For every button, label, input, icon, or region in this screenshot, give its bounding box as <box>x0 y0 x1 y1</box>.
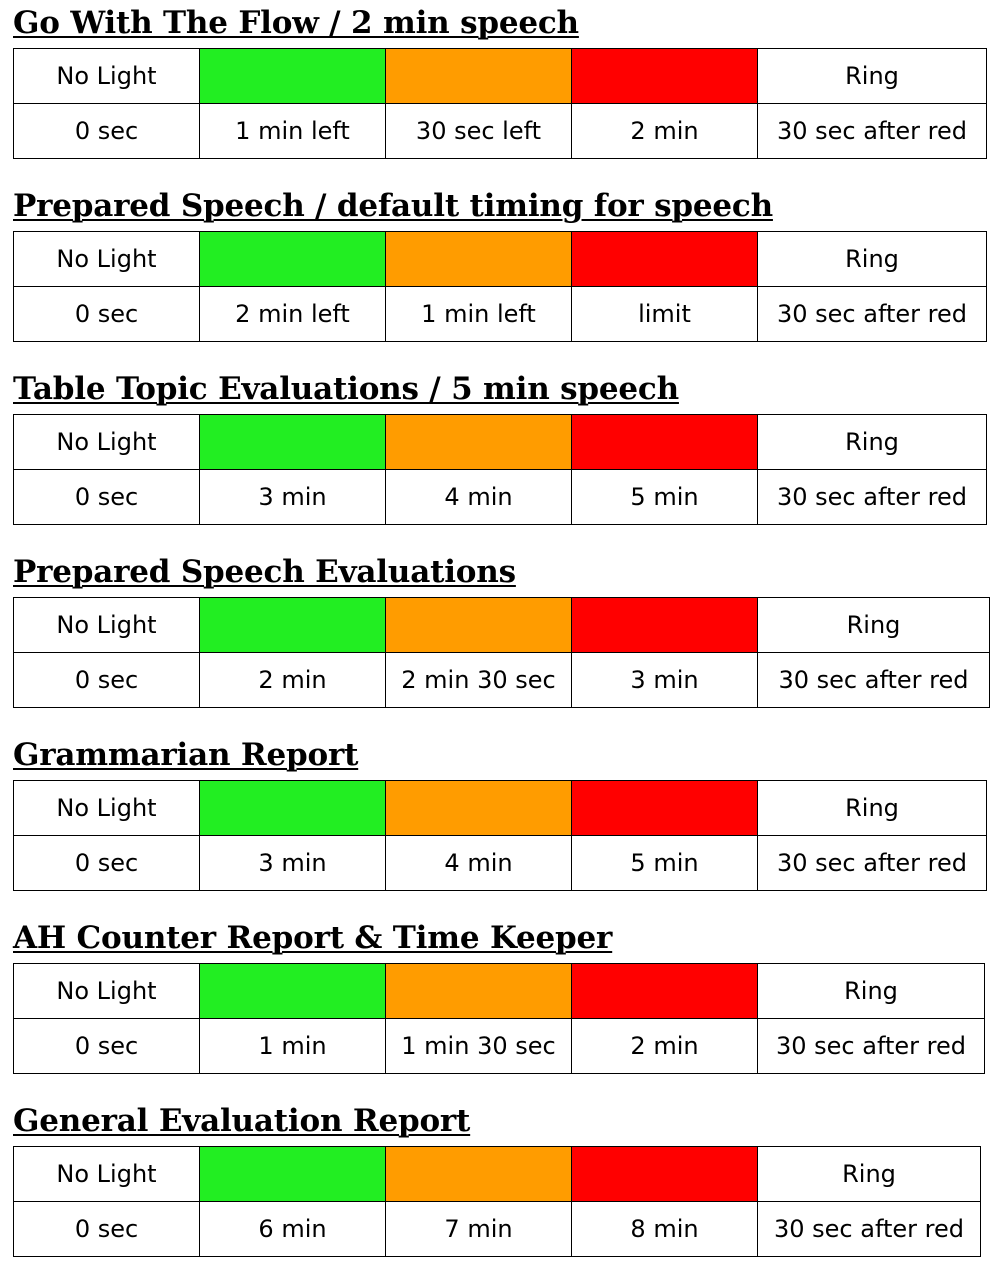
green-time-cell: 3 min <box>200 470 386 525</box>
timing-table <box>13 1146 981 1257</box>
orange-light-swatch <box>386 781 572 836</box>
red-time-cell: limit <box>572 287 758 342</box>
time-row <box>14 1202 981 1257</box>
ring-time-cell: 30 sec after red <box>758 836 987 891</box>
ring-time-cell: 30 sec after red <box>758 104 987 159</box>
signal-row <box>14 964 985 1019</box>
start-time-cell: 0 sec <box>14 1202 200 1257</box>
green-time-cell: 3 min <box>200 836 386 891</box>
green-time-cell: 1 min <box>200 1019 386 1074</box>
start-time-cell: 0 sec <box>14 104 200 159</box>
green-light-swatch <box>200 781 386 836</box>
orange-light-swatch <box>386 1147 572 1202</box>
green-light-swatch <box>200 415 386 470</box>
start-time-cell: 0 sec <box>14 470 200 525</box>
section-title: Go With The Flow / 2 min speech <box>13 5 579 41</box>
time-row <box>14 104 987 159</box>
orange-time-cell: 4 min <box>386 470 572 525</box>
red-light-swatch <box>572 964 758 1019</box>
red-light-swatch <box>572 49 758 104</box>
time-row <box>14 836 987 891</box>
no-light-cell: No Light <box>14 49 200 104</box>
timing-table <box>13 963 985 1074</box>
green-time-cell: 6 min <box>200 1202 386 1257</box>
start-time-cell: 0 sec <box>14 287 200 342</box>
orange-time-cell: 7 min <box>386 1202 572 1257</box>
red-time-cell: 2 min <box>572 1019 758 1074</box>
timing-table <box>13 414 987 525</box>
signal-row <box>14 781 987 836</box>
timing-table <box>13 48 987 159</box>
orange-light-swatch <box>386 598 572 653</box>
timing-table <box>13 597 990 708</box>
ring-time-cell: 30 sec after red <box>758 470 987 525</box>
orange-light-swatch <box>386 49 572 104</box>
no-light-cell: No Light <box>14 1147 200 1202</box>
signal-row <box>14 415 987 470</box>
green-time-cell: 2 min <box>200 653 386 708</box>
signal-row <box>14 1147 981 1202</box>
red-time-cell: 5 min <box>572 470 758 525</box>
ring-cell: Ring <box>758 781 987 836</box>
green-time-cell: 1 min left <box>200 104 386 159</box>
red-light-swatch <box>572 232 758 287</box>
signal-row <box>14 49 987 104</box>
orange-time-cell: 2 min 30 sec <box>386 653 572 708</box>
section-title: General Evaluation Report <box>13 1103 471 1139</box>
ring-cell: Ring <box>758 232 987 287</box>
no-light-cell: No Light <box>14 964 200 1019</box>
start-time-cell: 0 sec <box>14 653 200 708</box>
time-row <box>14 653 990 708</box>
red-light-swatch <box>572 598 758 653</box>
no-light-cell: No Light <box>14 781 200 836</box>
timing-table <box>13 231 987 342</box>
green-light-swatch <box>200 1147 386 1202</box>
green-light-swatch <box>200 232 386 287</box>
start-time-cell: 0 sec <box>14 1019 200 1074</box>
no-light-cell: No Light <box>14 232 200 287</box>
ring-cell: Ring <box>758 415 987 470</box>
orange-time-cell: 1 min 30 sec <box>386 1019 572 1074</box>
section-title: AH Counter Report & Time Keeper <box>13 920 613 956</box>
signal-row <box>14 598 990 653</box>
red-time-cell: 5 min <box>572 836 758 891</box>
ring-time-cell: 30 sec after red <box>758 1019 985 1074</box>
green-time-cell: 2 min left <box>200 287 386 342</box>
ring-time-cell: 30 sec after red <box>758 287 987 342</box>
section-title: Grammarian Report <box>13 737 359 773</box>
start-time-cell: 0 sec <box>14 836 200 891</box>
ring-cell: Ring <box>758 964 985 1019</box>
no-light-cell: No Light <box>14 415 200 470</box>
orange-light-swatch <box>386 415 572 470</box>
signal-row <box>14 232 987 287</box>
time-row <box>14 1019 985 1074</box>
red-time-cell: 2 min <box>572 104 758 159</box>
orange-light-swatch <box>386 964 572 1019</box>
red-light-swatch <box>572 1147 758 1202</box>
ring-cell: Ring <box>758 598 990 653</box>
green-light-swatch <box>200 49 386 104</box>
no-light-cell: No Light <box>14 598 200 653</box>
orange-time-cell: 4 min <box>386 836 572 891</box>
section-title: Prepared Speech / default timing for speech <box>13 188 773 224</box>
timing-table <box>13 780 987 891</box>
green-light-swatch <box>200 964 386 1019</box>
ring-cell: Ring <box>758 1147 981 1202</box>
section-title: Prepared Speech Evaluations <box>13 554 516 590</box>
ring-time-cell: 30 sec after red <box>758 653 990 708</box>
time-row <box>14 470 987 525</box>
orange-time-cell: 1 min left <box>386 287 572 342</box>
red-light-swatch <box>572 415 758 470</box>
orange-time-cell: 30 sec left <box>386 104 572 159</box>
green-light-swatch <box>200 598 386 653</box>
orange-light-swatch <box>386 232 572 287</box>
red-time-cell: 3 min <box>572 653 758 708</box>
red-time-cell: 8 min <box>572 1202 758 1257</box>
ring-time-cell: 30 sec after red <box>758 1202 981 1257</box>
red-light-swatch <box>572 781 758 836</box>
section-title: Table Topic Evaluations / 5 min speech <box>13 371 679 407</box>
time-row <box>14 287 987 342</box>
ring-cell: Ring <box>758 49 987 104</box>
